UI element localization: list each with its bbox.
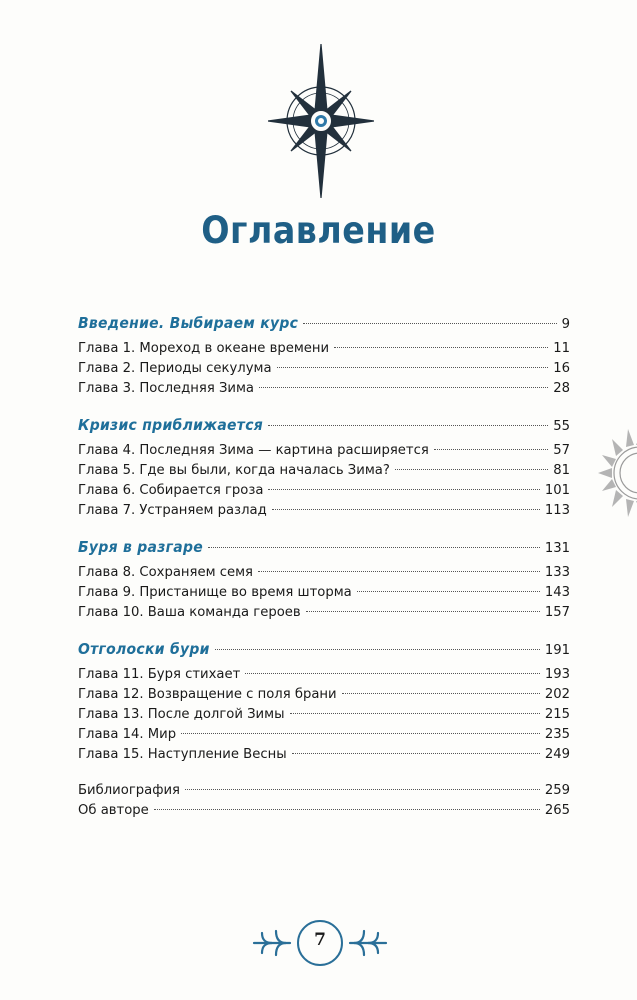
toc-entry-title: Об авторе: [78, 803, 149, 818]
toc-page-number: 113: [544, 503, 570, 518]
toc-chapter-row: [78, 483, 570, 501]
toc-entry-title: Глава 2. Периоды секулума: [78, 361, 272, 376]
toc-entry-title: Глава 1. Мореход в океане времени: [78, 341, 330, 356]
toc-chapter-row: [78, 443, 570, 461]
toc-part-row: [78, 538, 570, 556]
toc-part-row: [78, 416, 570, 434]
toc-page-number: 235: [544, 727, 570, 742]
dot-leader: [290, 713, 540, 714]
toc-chapter-row: [78, 667, 570, 685]
dot-leader: [245, 673, 540, 674]
toc-chapter-row: [78, 341, 570, 359]
toc-page-number: 9: [561, 317, 570, 332]
toc-entry-title: Библиография: [78, 783, 180, 798]
dot-leader: [215, 649, 540, 650]
toc-chapter-row: [78, 727, 570, 745]
toc-entry-title: Глава 5. Где вы были, когда началась Зима?: [78, 463, 390, 478]
dot-leader: [259, 387, 548, 388]
toc-chapter-row: [78, 803, 570, 821]
dot-leader: [181, 733, 540, 734]
toc-entry-title: Глава 11. Буря стихает: [78, 667, 241, 682]
dot-leader: [258, 571, 540, 572]
sun-ornament-icon: [590, 398, 637, 548]
toc-page-number: 259: [544, 783, 570, 798]
dot-leader: [342, 693, 540, 694]
dot-leader: [334, 347, 548, 348]
toc-page-number: 16: [553, 361, 570, 376]
toc-entry-title: Глава 15. Наступление Весны: [78, 747, 287, 762]
dot-leader: [303, 323, 556, 324]
toc-entry-title: Введение. Выбираем курс: [78, 314, 299, 332]
dot-leader: [277, 367, 549, 368]
toc-part-row: [78, 640, 570, 658]
toc-chapter-row: [78, 585, 570, 603]
toc-page-number: 265: [544, 803, 570, 818]
toc-page-number: 55: [553, 419, 570, 434]
toc-page-number: 101: [544, 483, 570, 498]
dot-leader: [357, 591, 540, 592]
dot-leader: [292, 753, 540, 754]
toc-page-number: 157: [544, 605, 570, 620]
toc-entry-title: Глава 7. Устраняем разлад: [78, 503, 267, 518]
compass-rose-icon: [268, 44, 374, 199]
toc-page-number: 11: [553, 341, 570, 356]
toc-entry-title: Буря в разгаре: [78, 538, 204, 556]
toc-chapter-row: [78, 565, 570, 583]
toc-entry-title: Глава 4. Последняя Зима — картина расширяется: [78, 443, 429, 458]
toc-page-number: 28: [553, 381, 570, 396]
dot-leader: [272, 509, 540, 510]
toc-chapter-row: [78, 503, 570, 521]
toc-entry-title: Отголоски бури: [78, 640, 210, 658]
toc-chapter-row: [78, 783, 570, 801]
toc-page-number: 143: [544, 585, 570, 600]
toc-entry-title: Глава 10. Ваша команда героев: [78, 605, 301, 620]
dot-leader: [185, 789, 540, 790]
toc-chapter-row: [78, 687, 570, 705]
toc-entry-title: Глава 14. Мир: [78, 727, 177, 742]
toc-entry-title: Глава 9. Пристанище во время шторма: [78, 585, 352, 600]
dot-leader: [434, 449, 548, 450]
toc-chapter-row: [78, 707, 570, 725]
toc-page-number: 81: [553, 463, 570, 478]
toc-page-number: 202: [544, 687, 570, 702]
toc-page-number: 57: [553, 443, 570, 458]
toc-page-number: 133: [544, 565, 570, 580]
toc-entry-title: Глава 8. Сохраняем семя: [78, 565, 253, 580]
toc-entry-title: Глава 12. Возвращение с поля брани: [78, 687, 337, 702]
dot-leader: [268, 489, 539, 490]
toc-entry-title: Глава 13. После долгой Зимы: [78, 707, 285, 722]
toc-part-row: [78, 314, 570, 332]
page-title: Оглавление: [201, 209, 436, 252]
toc-chapter-row: [78, 747, 570, 765]
dot-leader: [154, 809, 540, 810]
toc-chapter-row: [78, 361, 570, 379]
page-number: 7: [314, 930, 326, 950]
toc-page-number: 249: [544, 747, 570, 762]
toc-page-number: 193: [544, 667, 570, 682]
dot-leader: [306, 611, 540, 612]
dot-leader: [395, 469, 548, 470]
toc-chapter-row: [78, 381, 570, 399]
toc-page-number: 191: [544, 643, 570, 658]
dot-leader: [268, 425, 548, 426]
toc-chapter-row: [78, 605, 570, 623]
toc-page-number: 131: [544, 541, 570, 556]
toc-entry-title: Глава 6. Собирается гроза: [78, 483, 264, 498]
toc-entry-title: Кризис приближается: [78, 416, 264, 434]
toc-chapter-row: [78, 463, 570, 481]
dot-leader: [208, 547, 540, 548]
toc-page-number: 215: [544, 707, 570, 722]
toc-entry-title: Глава 3. Последняя Зима: [78, 381, 255, 396]
